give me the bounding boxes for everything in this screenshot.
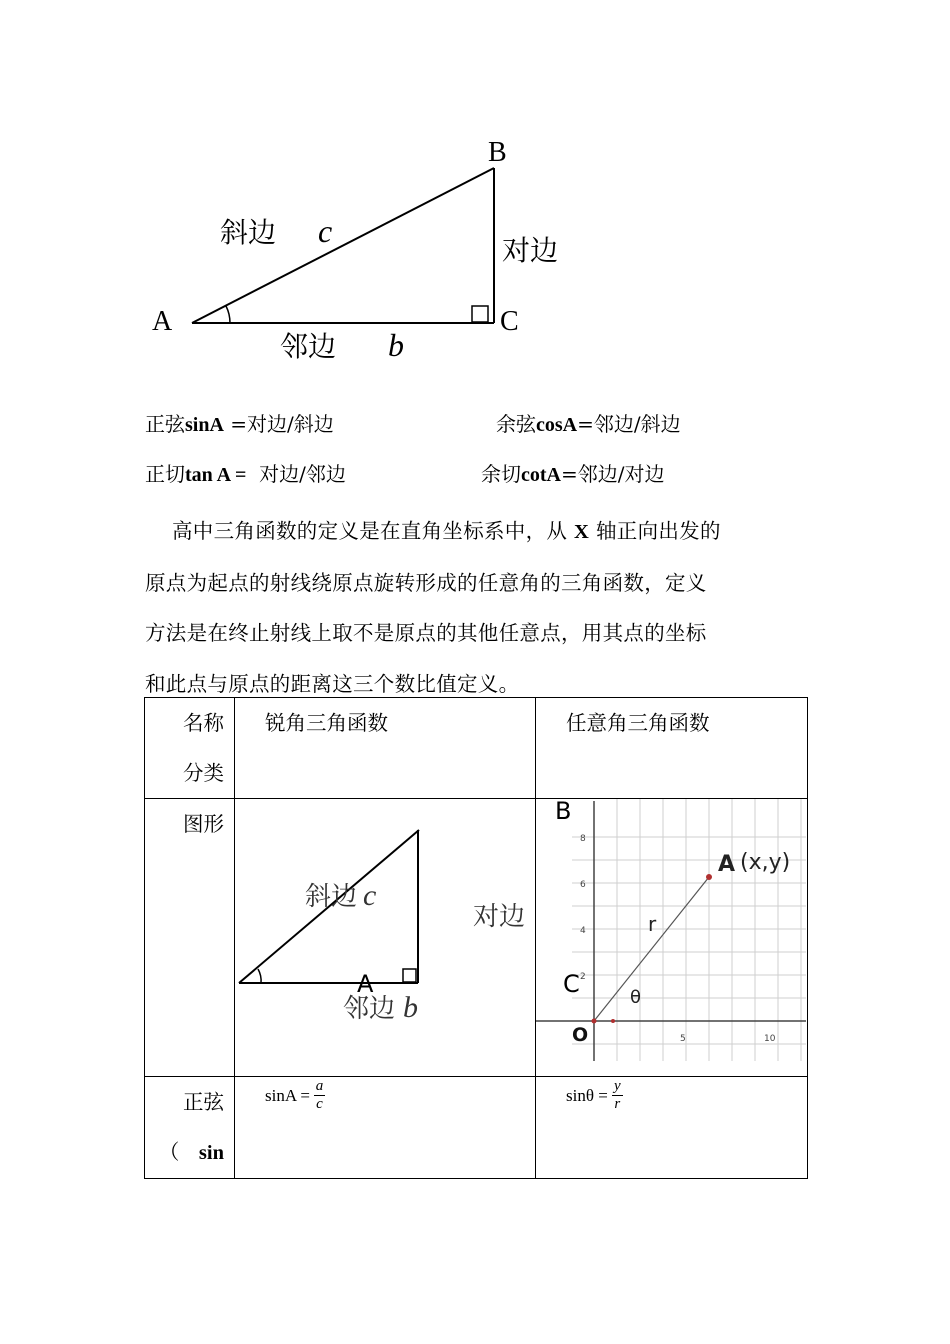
origin-label: O [572,1024,589,1046]
hypotenuse-label: 斜边 [305,882,358,912]
y-tick-label: 8 [580,834,586,844]
trig-comparison-table [144,697,808,1179]
coordinate-graph [536,799,807,1071]
any-angle-sine-formula: sinθ = $\frac{y}{r}$ [536,1077,807,1112]
point-a-marker [706,874,712,880]
acute-figure-cell [235,797,580,1077]
hypotenuse-label: 斜边 [220,216,277,249]
table-row [145,1077,808,1179]
cotangent-definition: 余切cotA=邻边/对边 [481,462,665,486]
y-tick-label: 2 [580,972,586,982]
any-angle-figure-cell [536,799,808,1077]
theta-label: θ [630,987,642,1008]
vertex-c-label: C [500,306,519,337]
point-a-label: A [718,852,736,877]
table-row [145,698,808,799]
point-coordinates: (x,y) [740,850,791,875]
x-tick-label: 10 [764,1034,776,1044]
header-acute-cell: 锐角三角函数 [235,698,536,799]
row-figure-label: 图形 [145,799,235,1077]
y-tick-label: 6 [580,880,586,890]
vertex-b-label: B [555,797,572,825]
hypotenuse-variable: c [318,213,333,249]
cosine-definition: 余弦cosA=邻边/斜边 [496,412,681,436]
angle-marker [611,1019,615,1023]
hypotenuse-variable: c [363,879,377,912]
body-paragraph: 高中三角函数的定义是在直角坐标系中，从 X 轴正向出发的 原点为起点的射线绕原点旋转形成的任意角的三角函数，定义 方法是在终止射线上取不是原点的其他任意点，用其点的坐标 和此点与原点的距离这三个数比值定义。 [145,519,721,696]
opposite-label: 对边 [473,902,526,932]
sine-definition: 正弦sinA =对边/斜边 [145,412,334,436]
adjacent-variable: b [388,327,404,363]
x-tick-label: 5 [680,1034,686,1044]
row-sine-label: 正弦 （ sin [145,1077,235,1179]
y-tick-label: 4 [580,926,586,936]
vertex-c-label: C [563,970,580,998]
vertex-a-label: A [152,306,173,337]
any-sine-formula-cell [536,1077,808,1179]
acute-sine-formula: sinA = $\frac{a}{c}$ [265,1078,324,1112]
header-any-angle-cell: 任意角三角函数 [536,698,808,799]
origin-marker [592,1019,597,1024]
opposite-label: 对边 [502,234,559,267]
acute-triangle-figure [235,797,580,1071]
radius-ray [594,877,709,1021]
adjacent-label: 邻边 [280,330,337,363]
radius-label: r [648,912,657,936]
header-name-cell: 名称 分类 [145,698,235,799]
adjacent-label: 邻边 [343,994,396,1024]
vertex-a-label: A [357,970,374,998]
right-triangle-figure [140,130,620,370]
table-row [145,799,808,1077]
acute-sine-formula-cell [235,1077,536,1179]
vertex-b-label: B [488,137,507,168]
adjacent-variable: b [403,991,418,1024]
tangent-definition: 正切tan A = 对边/邻边 [145,462,346,486]
